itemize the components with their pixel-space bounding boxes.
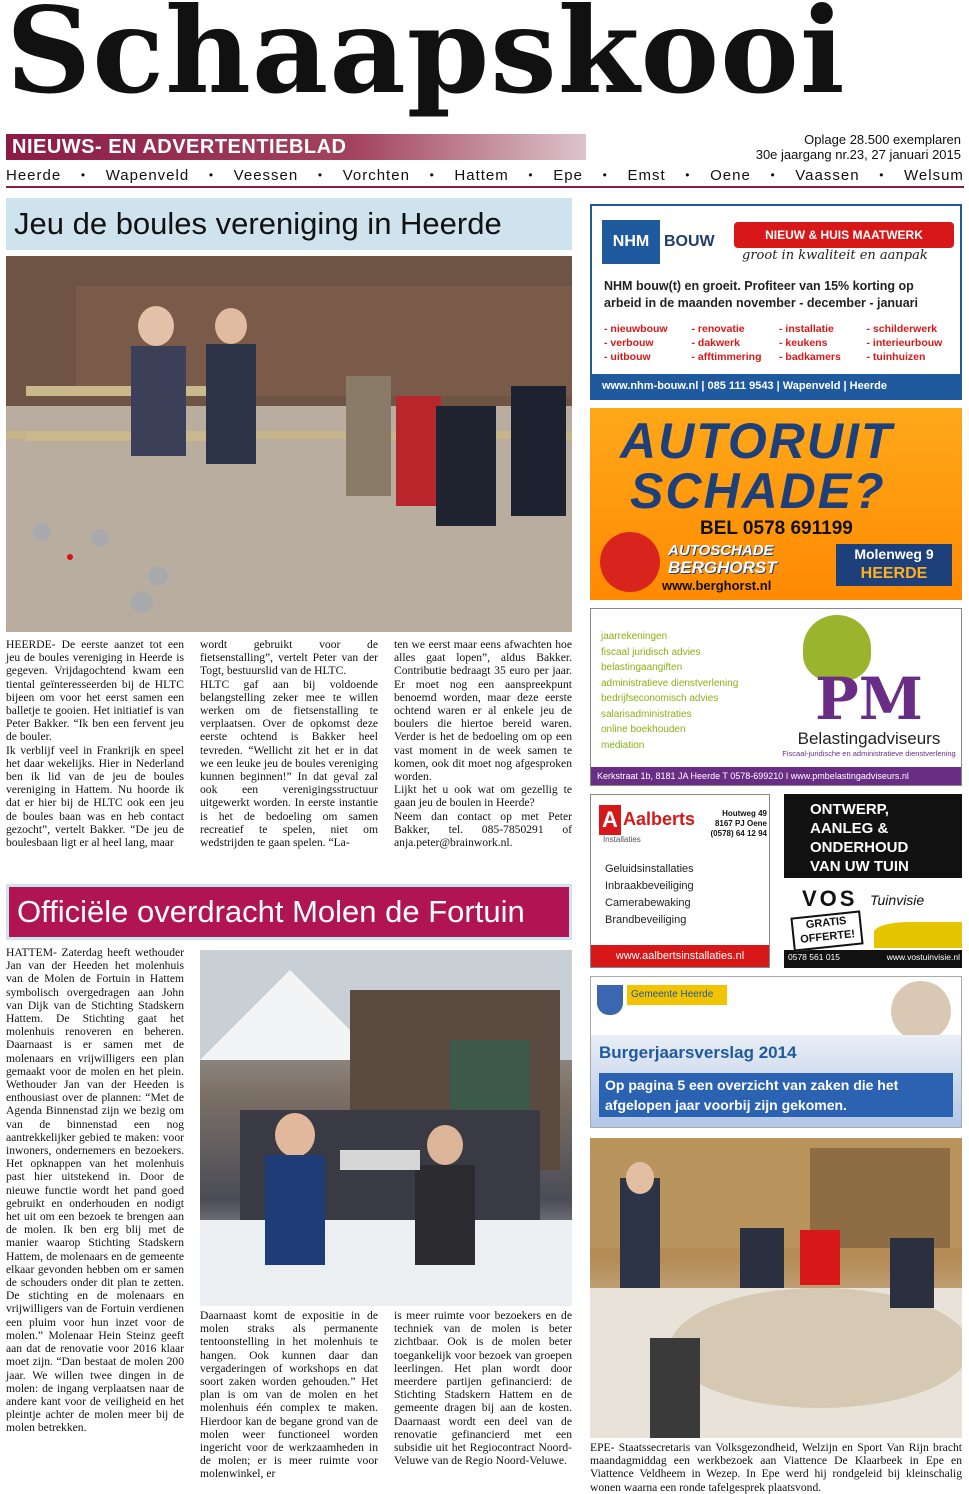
photo-werkbezoek-illustration bbox=[590, 1138, 962, 1438]
article2-col2-text: Daarnaast komt de expositie in de molen straks als permanente tentoonstelling in het molenhuis te hangen. Ook kunnen daar dan vergaderingen of workshops en dat soort zaken worden gehouden.” Het plan is om van de molen en het molenhuis één complex te maken. Hierdoor kan de begane grond van de molen weer functioneel worden ingericht voor de werkzaamheden in de molen; er is meer ruimte voor molenwinkel, er bbox=[200, 1309, 378, 1481]
aalberts-service-item: Camerabewaking bbox=[605, 897, 691, 909]
nhm-service-item: - uitbouw bbox=[604, 351, 651, 363]
ad-vos-tuinvisie[interactable] bbox=[784, 794, 962, 968]
town-separator: • bbox=[80, 168, 87, 182]
berghorst-logo-icon bbox=[600, 532, 660, 592]
photo3-caption: EPE- Staatssecretaris van Volksgezondheid, Welzijn en Sport Van Rijn bracht maandagmiddag een werkbezoek aan Viattence De Klaarbeek in Epe en Viattence Veldheem in Wezep. In Epe werd hij rondgeleid bij kleinschalig wonen waarna een ronde tafelgesprek plaatsvond. bbox=[590, 1441, 962, 1494]
vos-brand: VOS bbox=[802, 886, 858, 911]
photo-molen-illustration bbox=[200, 950, 572, 1306]
town-separator: • bbox=[602, 168, 608, 182]
edition-info bbox=[701, 132, 961, 162]
town-separator: • bbox=[879, 168, 885, 182]
nhm-slogan: groot in kwaliteit en aanpak bbox=[742, 248, 928, 263]
pm-service-item: fiscaal juridisch advies bbox=[601, 646, 701, 658]
gemeente-name: Gemeente Heerde bbox=[627, 985, 727, 1005]
article1-col2 bbox=[200, 638, 378, 849]
town-oene: Oene bbox=[710, 166, 751, 184]
aalberts-addr3: (0578) 64 12 94 bbox=[710, 829, 767, 838]
vos-leaf-shape bbox=[874, 922, 962, 948]
aalberts-service-item: Brandbeveiliging bbox=[605, 914, 687, 926]
pm-footer: Kerkstraat 1b, 8181 JA Heerde T 0578-699210 I www.pmbelastingadviseurs.nl bbox=[591, 767, 961, 785]
gemeente-title: Burgerjaarsverslag 2014 bbox=[599, 1043, 797, 1062]
town-wapenveld: Wapenveld bbox=[105, 166, 190, 184]
gemeente-crest-icon bbox=[597, 985, 623, 1015]
aalberts-logo-icon: A bbox=[599, 805, 621, 835]
aalberts-addr2: 8167 PJ Oene bbox=[714, 819, 767, 828]
vos-headline bbox=[810, 800, 960, 876]
vos-badge1: GRATIS bbox=[805, 914, 848, 932]
article2-col3 bbox=[394, 1309, 572, 1467]
nhm-services bbox=[604, 322, 954, 364]
town-vorchten: Vorchten bbox=[342, 166, 410, 184]
nhm-body: NHM bouw(t) en groeit. Profiteer van 15% korting op arbeid in de maanden november - december - januari bbox=[604, 279, 918, 310]
vos-headline-line: AANLEG & bbox=[810, 820, 889, 837]
autoruit-line1: AUTORUIT bbox=[620, 413, 894, 469]
pm-sub: Fiscaal-juridische en administratieve dienstverlening bbox=[782, 749, 956, 758]
article2-headline: Officiële overdracht Molen de Fortuin bbox=[6, 884, 572, 940]
article1-col1 bbox=[6, 638, 184, 849]
aalberts-logo-sub: Installaties bbox=[603, 835, 641, 844]
article2-col3-text: is meer ruimte voor bezoekers en de techniek van de molen is beter zichtbaar. Ook is de molen beter toegankelijk voor bezoek van groepen leerlingen. Het plan wordt door meerdere partijen gefinancierd: de Stichting Stadskern Hattem en de gemeente dragen bij aan de kosten. Daarnaast wordt een deel van de renovatie gefinancierd met een subsidie uit het Regiocontract Noord-Veluwe van de Regio Noord-Veluwe. bbox=[394, 1309, 572, 1468]
town-veessen: Veessen bbox=[233, 166, 299, 184]
nhm-service-item: - installatie bbox=[779, 323, 834, 335]
aalberts-service-item: Geluidsinstallaties bbox=[605, 863, 694, 875]
autoruit-phone: BEL 0578 691199 bbox=[700, 518, 853, 539]
town-heerde: Heerde bbox=[6, 166, 62, 184]
nhm-service-item: - interieurbouw bbox=[866, 337, 943, 349]
autoruit-address bbox=[836, 544, 952, 586]
edition-date: 30e jaargang nr.23, 27 januari 2015 bbox=[755, 147, 961, 162]
vos-headline-line: ONDERHOUD bbox=[810, 839, 909, 856]
aalberts-service-item: Inbraakbeveiliging bbox=[605, 880, 694, 892]
vos-headline-line: ONTWERP, bbox=[810, 801, 889, 818]
aalberts-url: www.aalbertsinstallaties.nl bbox=[591, 945, 769, 967]
town-emst: Emst bbox=[627, 166, 666, 184]
autoruit-line2: SCHADE? bbox=[630, 463, 886, 519]
autoruit-brand2: BERGHORST bbox=[668, 558, 777, 577]
autoruit-addr1: Molenweg 9 bbox=[854, 546, 934, 562]
towns-bar bbox=[6, 164, 964, 188]
masthead-title: Schaapskooi bbox=[6, 0, 846, 120]
aalberts-address bbox=[701, 809, 767, 839]
article1-col3 bbox=[394, 638, 572, 849]
nhm-service-item: - dakwerk bbox=[691, 337, 740, 349]
aalberts-services bbox=[605, 861, 765, 929]
town-welsum: Welsum bbox=[904, 166, 964, 184]
nhm-service-item: - nieuwbouw bbox=[604, 323, 668, 335]
vos-url: www.vostuinvisie.nl bbox=[886, 952, 960, 962]
nhm-service-item: - schilderwerk bbox=[866, 323, 938, 335]
photo-molen-handover bbox=[200, 950, 572, 1306]
town-epe: Epe bbox=[553, 166, 583, 184]
article2-col2 bbox=[200, 1309, 378, 1481]
pm-service-item: bedrijfseconomisch advies bbox=[601, 693, 719, 704]
nhm-logo-text: BOUW bbox=[664, 233, 715, 250]
article1-col3-text: ten we eerst maar eens afwachten hoe alles gaat lopen”, aldus Bakker. Contributie bedraagt 35 euro per jaar. Er moet nog een aanspreekpunt benoemd worden, maar deze eerste ochtend waren er al enkele jeu de boulers die hiertoe bereid waren. Verder is het de bedoeling om op een vast moment in de week samen te komen, ook dit moet nog afgesproken worden. Lijkt het u ook wat om gezellig te gaan jeu de boulen in Heerde? Neem dan contact op met Peter Bakker, tel. 085-7850291 of anja.peter@brainwork.nl. bbox=[394, 638, 572, 850]
pm-service-item: jaarrekeningen bbox=[601, 631, 668, 642]
vos-phone: 0578 561 015 bbox=[788, 952, 840, 962]
vos-headline-line: VAN UW TUIN bbox=[810, 858, 909, 875]
pm-name: Belastingadviseurs bbox=[797, 729, 941, 748]
article1-col2-text: wordt gebruikt voor de fietsenstalling”, vertelt Peter van der Togt, bestuurslid van de HLTC. HLTC gaf aan bij voldoende belangstelling zeker mee te willen werken om de fietsenstalling te verplaatsen. Over de opkomst deze eerste ochtend is Bakker heel tevreden. “Wellicht zit het er in dat we een leuke jeu de boules vereniging kunnen beginnen!” In dat geval zal ook een verenigingsstructuur uitgewerkt worden. In eerste instantie is het de bedoeling om samen recreatief te spelen, niet om wedstrijden te gaan spelen. “La- bbox=[200, 638, 378, 850]
pm-service-item: mediation bbox=[601, 739, 645, 751]
article2-col1 bbox=[6, 946, 184, 1435]
nhm-service-item: - tuinhuizen bbox=[866, 351, 926, 363]
nhm-service-item: - keukens bbox=[779, 337, 828, 349]
article1-col1-text: HEERDE- De eerste aanzet tot een jeu de boules vereniging in Heerde is gegeven. Vrijdagochtend kwam een tiental geïnteresseerden bij de HLTC bijeen om voor het eerst samen een balletje te gooien. Het initiatief is van Peter Bakker. “Ik ben een fervent jeu de bouler. Ik verblijf veel in Frankrijk en speel het daar wekelijks. Hier in Nederland ben ik lid van de jeu de boules vereniging in Hattem. Nu hoorde ik dat er hier bij de HLTC ook een jeu de boules baan was en heb contact gezocht”, vertelt Bakker. “De jeu de boulesbaan ligt er al heel lang, maar bbox=[6, 638, 184, 850]
nhm-service-item: - afftimmering bbox=[691, 351, 762, 363]
town-separator: • bbox=[770, 168, 776, 182]
ad-nhm-bouw[interactable] bbox=[590, 204, 962, 400]
pm-services bbox=[601, 629, 781, 753]
nhm-footer: www.nhm-bouw.nl | 085 111 9543 | Wapenveld | Heerde bbox=[592, 374, 960, 398]
ad-aalberts-installaties[interactable] bbox=[590, 794, 770, 968]
autoruit-addr2: HEERDE bbox=[860, 565, 928, 582]
town-separator: • bbox=[685, 168, 691, 182]
photo-jeu-de-boules bbox=[6, 256, 572, 632]
nhm-logo-block: NHM bbox=[602, 220, 660, 264]
subtitle-bar: NIEUWS- EN ADVERTENTIEBLAD bbox=[6, 134, 586, 160]
gemeente-body: Op pagina 5 een overzicht van zaken die het afgelopen jaar voorbij zijn gekomen. bbox=[599, 1073, 953, 1117]
nhm-service-item: - renovatie bbox=[691, 323, 745, 335]
pm-service-item: administratieve dienstverlening bbox=[601, 677, 739, 689]
town-vaassen: Vaassen bbox=[795, 166, 860, 184]
pm-service-item: online boekhouden bbox=[601, 724, 686, 735]
autoruit-url: www.berghorst.nl bbox=[662, 578, 772, 593]
nhm-tag: NIEUW & HUIS MAATWERK bbox=[734, 222, 954, 248]
town-separator: • bbox=[429, 168, 435, 182]
photo-werkbezoek bbox=[590, 1138, 962, 1438]
article2-col1-text: HATTEM- Zaterdag heeft wethouder Jan van der Heeden het molenhuis van de Molen de Fortuin in Hattem symbolisch overgedragen aan John van Dijk van de Stichting Stadskern Hattem. De Stichting gaat het molenhuis renoveren en beheren. Daarnaast is er samen met de molenaars en vrijwilligers een plan gemaakt voor de molen en het plein. Wethouder Jan van der Heeden is enthousiast over de plannen: “Met de Agenda Binnenstad zijn we bezig om van de binnenstad een nog aantrekkelijker gebied te maken: voor inwoners, ondernemers en bezoekers. Het opknappen van het molenhuis past hier uitstekend in. Door de nieuwe functie wordt het pand goed gebruikt en onderhouden en nodigt het uit om een bezoek te brengen aan de molen. Ik ben erg blij met de manier waarop Stichting Stadskern Hattem, de molenaars en de gemeente elkaar gevonden hebben om er samen de schouders onder dit plan te zetten. De stichting en de molenaars en vrijwilligers van de Fortuin verdienen een pluim voor hun inzet voor de molen.” Molenaar Hein Steinz geeft aan dat de renovatie voor 2016 klaar moet zijn. “Dan bestaat de molen 200 jaar. We willen twee dingen in de molen: de ingang verplaatsen naar de andere kant voor de veiligheid en het pleintje achter de molen meer bij de molen betrekken. bbox=[6, 946, 184, 1435]
autoruit-brand1: AUTOSCHADE bbox=[668, 542, 774, 559]
aalberts-logo: Aalberts bbox=[623, 809, 696, 829]
nhm-service-item: - badkamers bbox=[779, 351, 841, 363]
edition-print-run: Oplage 28.500 exemplaren bbox=[804, 132, 961, 147]
town-hattem: Hattem bbox=[454, 166, 509, 184]
article1-headline: Jeu de boules vereniging in Heerde bbox=[6, 198, 572, 250]
town-separator: • bbox=[528, 168, 534, 182]
town-separator: • bbox=[208, 168, 215, 182]
vos-brand-sub: Tuinvisie bbox=[870, 892, 925, 908]
nhm-service-item: - verbouw bbox=[604, 337, 654, 349]
pm-service-item: salarisadministraties bbox=[601, 708, 692, 720]
ad-autoruit-schade[interactable] bbox=[590, 408, 962, 600]
town-separator: • bbox=[317, 168, 324, 182]
pm-service-item: belastingaangiften bbox=[601, 662, 683, 673]
ad-gemeente-heerde[interactable] bbox=[590, 976, 962, 1128]
vos-badge2: OFFERTE! bbox=[799, 928, 856, 946]
vos-badge bbox=[790, 910, 863, 951]
portrait-photo bbox=[891, 981, 951, 1041]
ad-pm-belastingadviseurs[interactable] bbox=[590, 608, 962, 786]
photo-jeu-de-boules-illustration bbox=[6, 256, 572, 632]
pm-logo: PM bbox=[815, 665, 923, 733]
aalberts-addr1: Houtweg 49 bbox=[722, 809, 767, 818]
